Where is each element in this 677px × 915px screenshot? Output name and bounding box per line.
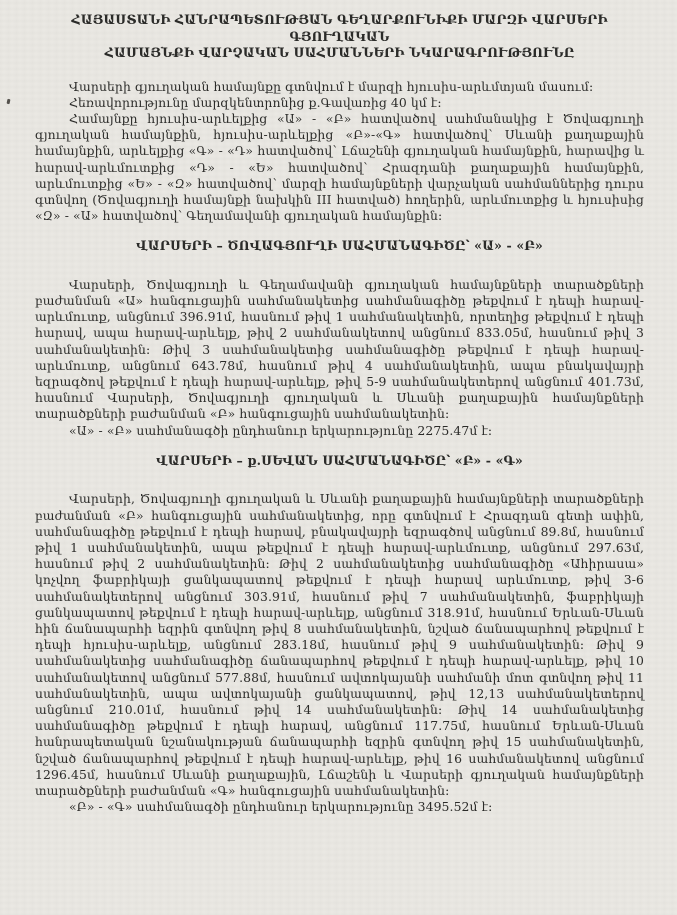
total-length-ab-line: «Ա» - «Բ» սահմանագծի ընդհանուր երկարությունը 2275.47մ է։: [69, 422, 493, 438]
total-length-bg-line: «Բ» - «Գ» սահմանագծի ընդհանուր երկարությունը 3495.52մ է։: [69, 799, 493, 815]
intro-borders-paragraph: Համայնքը հյուսիս-արևելքից «Ա» - «Բ» հատվածով սահմանակից է Ծովագյուղի գյուղական համայնքին, հյուսիս-արևելքից «Բ»-«Գ» հատվածով՝ Սևանի քաղաքային համայնքին, արևելքից «Գ» - «Դ» հատվածով՝ Լճաշենի գյուղական համայնքին, հարավից և հարավ-արևմուտքից «Դ» - «Ե» հատվածով՝ Հրազդանի քաղաքային համայնքին, արևմուտքից «Ե» - «Զ» հատվածով՝ մարզի համայնքների վարչական սահմաններից դուրս գտնվող (Ծովագյուղի համայնքի նախկին III հատված) հողերին, արևմուտքից և հյուսիսից «Զ» - «Ա» հատվածով՝ Գեղամավանի գյուղական համայնքին։: [35, 110, 644, 224]
boundary-description-ab-paragraph: Վարսերի, Ծովագյուղի և Գեղամավանի գյուղական համայնքների տարածքների բաժանման «Ա» հանգուցային սահմանակետից սահմանագիծը թեքվում է դեպի հարավ-արևմուտք, անցնում 396.91մ, հասնում թիվ 1 սահմանակետին, որտեղից թեքվում է դեպի հարավ, ապա հարավ-արևելք, թիվ 2 սահմանակետով անցնում 833.05մ, հասնում թիվ 3 սահմանակետին։ Թիվ 3 սահմանակետից սահմանագիծը թեքվում է դեպի հարավ-արևմուտք, անցնում 643.78մ, հասնում թիվ 4 սահմանակետին, ապա բնակավայրի եզրագծով թեքվում է դեպի հարավ-արևելք, թիվ 5-9 սահմանակետերով անցնում 401.73մ, հասնում Վարսերի, Ծովագյուղի գյուղական և Սևանի քաղաքային համայնքների տարածքների բաժանման «Բ» հանգուցային սահմանակետին։: [35, 276, 644, 422]
section-heading-varser-tsovagyugh: ՎԱՐՍԵՐԻ – ԾՈՎԱԳՅՈՒՂԻ ՍԱՀՄԱՆԱԳԻԾԸ՝ «Ա» - «Բ»: [136, 238, 543, 254]
section-heading-varser-sevan: ՎԱՐՍԵՐԻ – ք.ՍԵՎԱՆ ՍԱՀՄԱՆԱԳԻԾԸ՝ «Բ» - «Գ»: [156, 452, 523, 468]
boundary-description-bg-paragraph: Վարսերի, Ծովագյուղի գյուղական և Սևանի քաղաքային համայնքների տարածքների բաժանման «Բ» հանգուցային սահմանակետից, որը գտնվում է Հրազդան գետի ափին, սահմանագիծը թեքվում է դեպի հարավ, բնակավայրի եզրագծով անցնում 89.8մ, հասնում թիվ 1 սահմանակետին, ապա թեքվում է դեպի հարավ-արևմուտք, անցնում 297.63մ, հասնում թիվ 2 սահմանակետին։ Թիվ 2 սահմանակետից սահմանագիծը «Ահիրասա» կոչվող ֆաբրիկայի ցանկապատով թեքվում է դեպի հարավ արևմուտք, թիվ 3-6 սահմանակետերով անցնում 303.91մ, հասնում թիվ 7 սահմանակետին, ֆաբրիկայի ցանկապատով թեքվում է դեպի հարավ-արևելք, անցնում 318.91մ, հասնում Երևան-Սևան հին ճանապարհի եզրին գտնվող թիվ 8 սահմանակետին, նշված ճանապարհով թեքվում է դեպի հյուսիս-արևելք, անցնում 283.18մ, հասնում թիվ 9 սահմանակետին։ Թիվ 9 սահմանակետից սահմանագիծը ճանապարհով թեքվում է դեպի հարավ-արևելք, թիվ 10 սահմանակետով անցնում 577.88մ, հասնում ավտոկայանի սահմանի մոտ գտնվող թիվ 11 սահմանակետին, ապա ավտոկայանի ցանկապատով, թիվ 12,13 սահմանակետերով անցնում 210.01մ, հասնում թիվ 14 սահմանակետին։ Թիվ 14 սահմանակետից սահմանագիծը թեքվում է դեպի հարավ, անցնում 117.75մ, հասնում Երևան-Սևան հանրապետական նշանակության ճանապարհի եզրին գտնվող թիվ 15 սահմանակետին, նշված ճանապարհով թեքվում է դեպի հարավ-արևելք, թիվ 16 սահմանակետով անցնում 1296.45մ, հասնում Սևանի քաղաքային, Լճաշենի և Վարսերի գյուղական համայնքների տարածքների բաժանման «Գ» հանգուցային սահմանակետին։: [35, 491, 644, 799]
document-title-line2: ՀԱՄԱՅՆՔԻ ՎԱՐՉԱԿԱՆ ՍԱՀՄԱՆՆԵՐԻ ՆԿԱՐԱԳՐՈՒԹՅՈՒՆԸ: [104, 45, 575, 60]
scan-artifact-mark: [7, 99, 11, 105]
document-title-line1: ՀԱՅԱՍՏԱՆԻ ՀԱՆՐԱՊԵՏՈՒԹՅԱՆ ԳԵՂԱՐՔՈՒՆԻՔԻ ՄԱՐԶԻ ՎԱՐՍԵՐԻ ԳՅՈՒՂԱԿԱՆ: [71, 12, 608, 44]
intro-location-paragraph: Վարսերի գյուղական համայնքը գտնվում է մարզի հյուսիս-արևմտյան մասում։: [69, 78, 594, 94]
intro-distance-paragraph: Հեռավորությունը մարզկենտրոնից ք.Գավառից 40 կմ է։: [69, 94, 442, 110]
document-title: [35, 12, 644, 62]
